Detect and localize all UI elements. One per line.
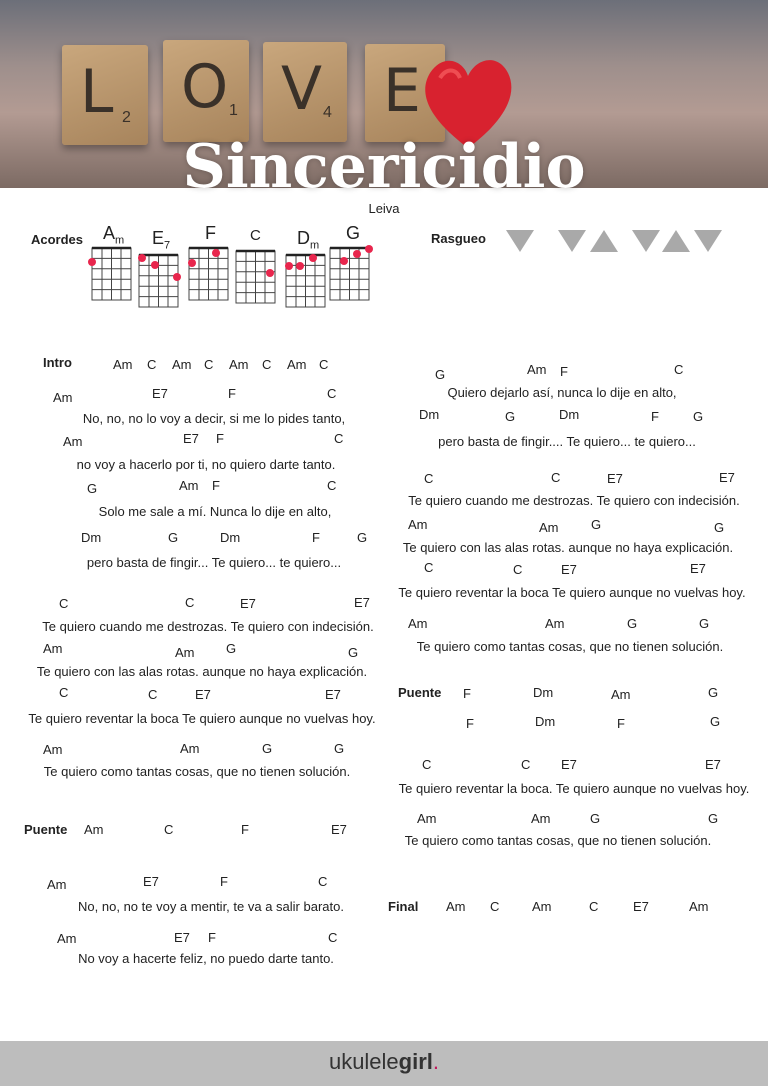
chord: C <box>424 471 434 486</box>
tile-v <box>263 42 347 142</box>
chord: F <box>212 478 220 493</box>
tile-number: 2 <box>122 109 131 126</box>
chord-diagram-dm <box>285 254 325 307</box>
chord: F <box>228 386 236 401</box>
strum-down-arrow <box>558 230 586 252</box>
chord: E7 <box>633 899 649 914</box>
lyric-line: No, no, no lo voy a decir, si me lo pides tanto, <box>82 411 346 426</box>
chord-name-dm: $D_m$ <box>297 228 320 252</box>
chord: C <box>204 357 214 372</box>
chord: C <box>328 930 338 945</box>
lyric-line: Solo me sale a mí. Nunca lo dije en alto, <box>98 504 332 519</box>
chord: E7 <box>690 561 706 576</box>
lyric-line: Te quiero reventar la boca Te quiero aunque no vuelvas hoy. <box>398 585 746 600</box>
chord: Am <box>43 742 63 757</box>
strum-label: Rasgueo <box>431 231 486 246</box>
strum-up-arrow <box>590 230 618 252</box>
chord: F <box>208 930 216 945</box>
chord: C <box>521 757 531 772</box>
lyric-line: No voy a hacerte feliz, no puedo darte tanto. <box>78 951 334 966</box>
chord: F <box>651 409 659 424</box>
chord: G <box>505 409 516 424</box>
chord: Am <box>172 357 192 372</box>
chord-diagram-e7 <box>138 254 181 307</box>
lyric-line: Te quiero con las alas rotas. aunque no haya explicación. <box>36 664 368 679</box>
chord: Am <box>539 520 559 535</box>
chord: C <box>589 899 599 914</box>
chord: Am <box>545 616 565 631</box>
strum-down-arrow <box>506 230 534 252</box>
chord: G <box>591 517 602 532</box>
lyric-line: no voy a hacerlo por ti, no quiero darte tanto. <box>76 457 336 472</box>
lyric-line: Te quiero reventar la boca. Te quiero aunque no vuelvas hoy. <box>398 781 750 796</box>
chord: G <box>435 367 446 382</box>
chord: G <box>699 616 710 631</box>
chord: Am <box>229 357 249 372</box>
chord: C <box>147 357 157 372</box>
chord-diagram-c <box>236 251 275 303</box>
chord: Am <box>179 478 199 493</box>
chord: E7 <box>183 431 199 446</box>
chord-name-c: C <box>250 227 261 244</box>
chord: Am <box>113 357 133 372</box>
chord: G <box>710 714 721 729</box>
chord: C <box>551 470 561 485</box>
chord: E7 <box>143 874 159 889</box>
chord: F <box>241 822 249 837</box>
artist: Leiva <box>368 201 400 216</box>
chord: Am <box>446 899 466 914</box>
lyric-line: Te quiero cuando me destrozas. Te quiero con indecisión. <box>42 619 374 634</box>
chord: F <box>560 364 568 379</box>
chord-diagram-am <box>88 248 131 300</box>
chord: G <box>708 811 719 826</box>
chord: Am <box>532 899 552 914</box>
chord: C <box>164 822 174 837</box>
chord: Am <box>611 687 631 702</box>
chords-label: Acordes <box>31 232 84 247</box>
chord: G <box>168 530 179 545</box>
lyric-line: pero basta de fingir... Te quiero... te quiero... <box>86 555 342 570</box>
chord: Am <box>408 616 428 631</box>
bridge-label: Puente <box>24 822 68 837</box>
intro-label: Intro <box>43 355 72 370</box>
lyric-line: Te quiero reventar la boca Te quiero aunque no vuelvas hoy. <box>28 711 376 726</box>
chord: Am <box>175 645 195 660</box>
chord: Dm <box>419 407 440 422</box>
chord: E7 <box>174 930 190 945</box>
chord: E7 <box>719 470 735 485</box>
chord: C <box>319 357 329 372</box>
chord: G <box>87 481 98 496</box>
chord: C <box>424 560 434 575</box>
final-label: Final <box>388 899 419 914</box>
chord-diagram-g <box>330 245 373 300</box>
chord: Dm <box>559 407 580 422</box>
chord: Am <box>417 811 437 826</box>
chord: Am <box>57 931 77 946</box>
chord: E7 <box>325 687 341 702</box>
chord: E7 <box>705 757 721 772</box>
lyric-line: No, no, no te voy a mentir, te va a salir barato. <box>78 899 344 914</box>
chord: G <box>334 741 345 756</box>
chord: E7 <box>331 822 347 837</box>
tile-l <box>62 45 148 145</box>
chord-name-f: F <box>205 223 216 243</box>
tile-letter: E <box>383 56 421 126</box>
song-title: Sincericidio <box>182 132 586 202</box>
chord: G <box>708 685 719 700</box>
chord: G <box>348 645 359 660</box>
chord: Am <box>53 390 73 405</box>
chord: G <box>262 741 273 756</box>
chord: F <box>312 530 320 545</box>
chord: C <box>674 362 684 377</box>
chord: E7 <box>240 596 256 611</box>
chord: Dm <box>535 714 556 729</box>
lyric-line: Te quiero como tantas cosas, que no tienen solución. <box>404 833 712 848</box>
lyric-line: Te quiero como tantas cosas, que no tienen solución. <box>416 639 724 654</box>
chord: F <box>466 716 474 731</box>
chord: E7 <box>354 595 370 610</box>
chord: C <box>327 478 337 493</box>
chord: F <box>463 686 471 701</box>
chord: G <box>590 811 601 826</box>
chord: C <box>490 899 500 914</box>
lyric-line: Te quiero como tantas cosas, que no tienen solución. <box>43 764 351 779</box>
tile-letter: L <box>80 57 114 127</box>
chord: E7 <box>152 386 168 401</box>
chord: C <box>59 596 69 611</box>
chord: C <box>59 685 69 700</box>
chord: Am <box>287 357 307 372</box>
chord: Dm <box>220 530 241 545</box>
chord-name-g: G <box>346 223 361 243</box>
chord: Am <box>408 517 428 532</box>
lyric-line: Te quiero cuando me destrozas. Te quiero con indecisión. <box>408 493 740 508</box>
strum-pattern <box>504 226 724 256</box>
lyric-line: pero basta de fingir.... Te quiero... te quiero... <box>438 434 696 449</box>
chord: Am <box>84 822 104 837</box>
chord: C <box>513 562 523 577</box>
brand-logo: ukulelegirl. <box>328 1049 440 1074</box>
chord: G <box>357 530 368 545</box>
tile-letter: O <box>181 52 229 122</box>
chord: C <box>327 386 337 401</box>
chord: E7 <box>561 562 577 577</box>
chord: Am <box>63 434 83 449</box>
chord-diagrams <box>85 222 385 312</box>
chord-diagram-f <box>188 248 228 300</box>
chord: G <box>627 616 638 631</box>
chord: E7 <box>607 471 623 486</box>
tile-letter: V <box>281 54 323 124</box>
chord: Dm <box>533 685 554 700</box>
chord: E7 <box>195 687 211 702</box>
chord: C <box>185 595 195 610</box>
chord: G <box>714 520 725 535</box>
chord: C <box>334 431 344 446</box>
chord: Am <box>43 641 63 656</box>
strum-down-arrow <box>694 230 722 252</box>
chord: F <box>216 431 224 446</box>
chord: Am <box>689 899 709 914</box>
chord: Am <box>180 741 200 756</box>
bridge-label: Puente <box>398 685 442 700</box>
chord: C <box>148 687 158 702</box>
chord: Dm <box>81 530 102 545</box>
chord: G <box>693 409 704 424</box>
chord: Am <box>527 362 547 377</box>
lyric-line: Te quiero con las alas rotas. aunque no haya explicación. <box>402 540 734 555</box>
chord: E7 <box>561 757 577 772</box>
tile-number: 1 <box>229 102 238 119</box>
tile-o <box>163 40 249 142</box>
lyric-line: Quiero dejarlo así, nunca lo dije en alto, <box>447 385 677 400</box>
chord: C <box>318 874 328 889</box>
strum-up-arrow <box>662 230 690 252</box>
chord: Am <box>531 811 551 826</box>
chord-name-e7: $E_7$ <box>152 228 171 252</box>
chord: F <box>617 716 625 731</box>
chord: C <box>262 357 272 372</box>
tile-number: 4 <box>323 104 332 121</box>
chord: F <box>220 874 228 889</box>
strum-down-arrow <box>632 230 660 252</box>
chord: C <box>422 757 432 772</box>
chord-name-am: $A_m$ <box>103 223 125 247</box>
chord: G <box>226 641 237 656</box>
chord: Am <box>47 877 67 892</box>
